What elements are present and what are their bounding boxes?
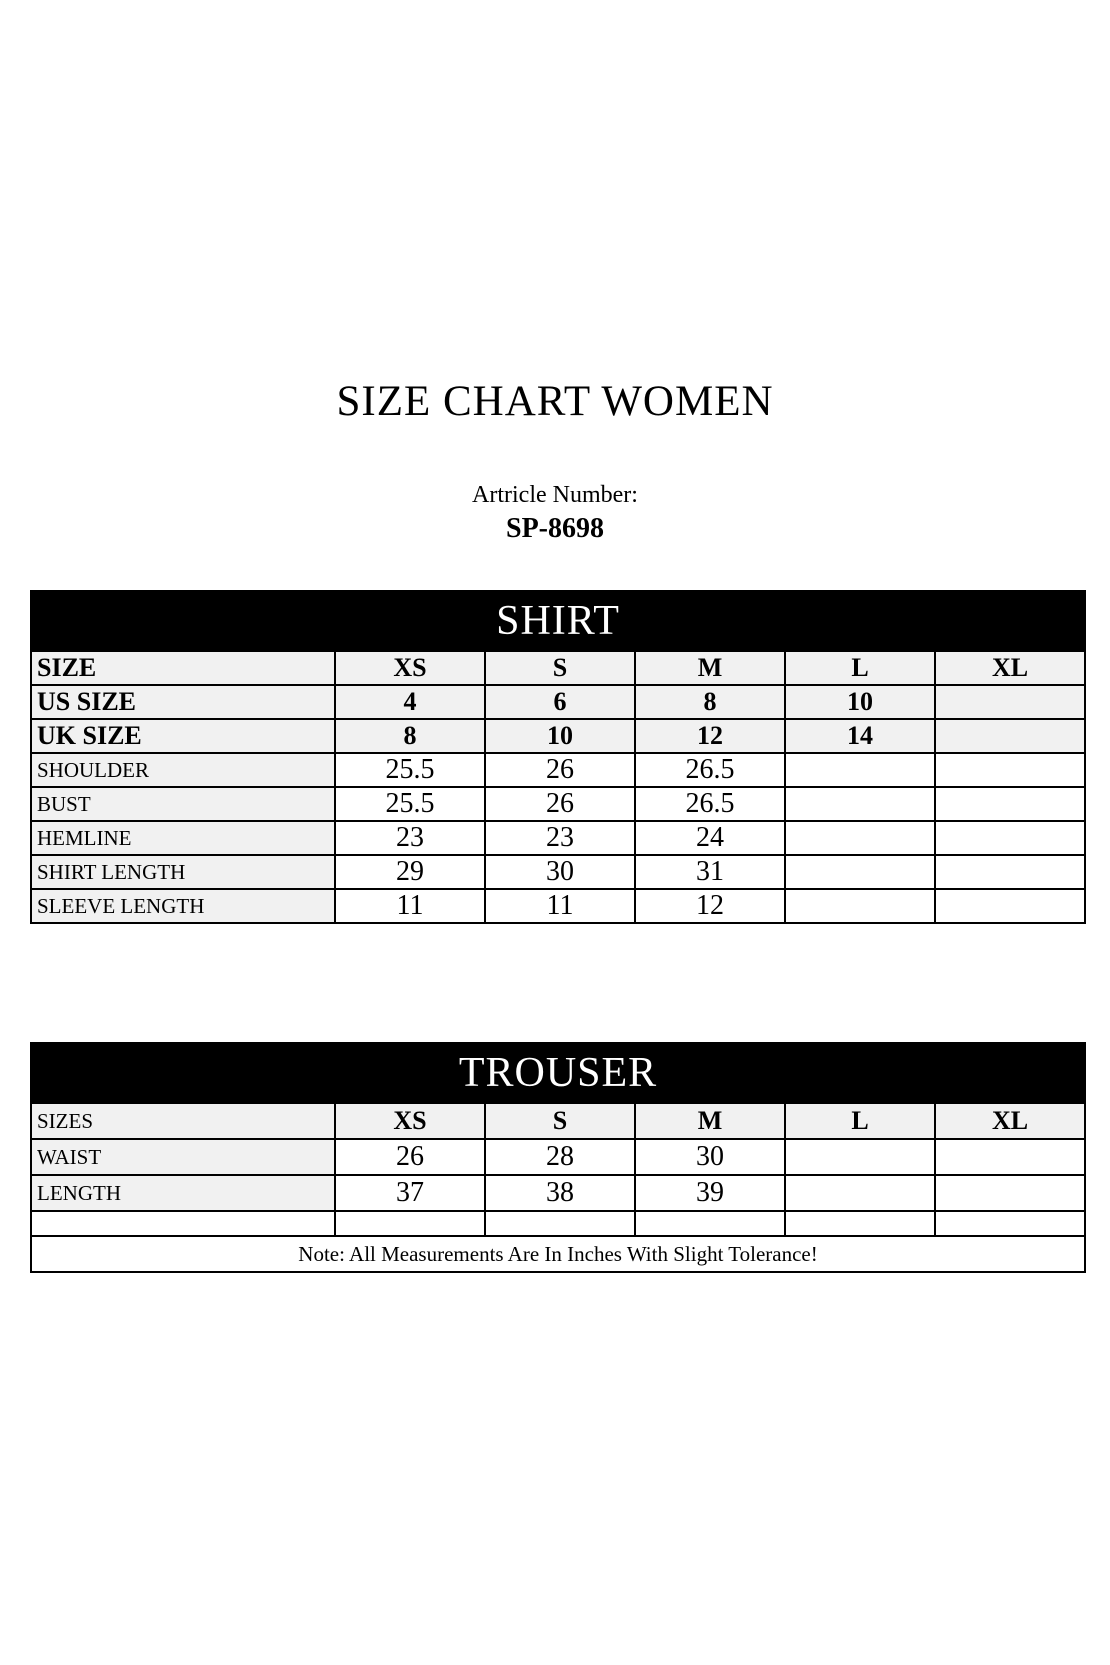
value-cell: 39 [635, 1175, 785, 1211]
value-cell [935, 787, 1085, 821]
size-col-xl: XL [935, 651, 1085, 685]
value-cell: 25.5 [335, 787, 485, 821]
trouser-waist-row [31, 1139, 1085, 1175]
shirt-header-row [31, 591, 1085, 651]
size-col-s: S [485, 651, 635, 685]
size-col-s: S [485, 1103, 635, 1139]
value-cell: 26 [485, 753, 635, 787]
value-cell: 25.5 [335, 753, 485, 787]
value-cell [935, 1175, 1085, 1211]
note-row [31, 1236, 1085, 1272]
trouser-header-row [31, 1043, 1085, 1103]
value-cell: 12 [635, 889, 785, 923]
value-cell: 26.5 [635, 753, 785, 787]
empty-cell [31, 1211, 335, 1236]
value-cell [935, 685, 1085, 719]
row-label-us-size: US SIZE [31, 685, 335, 719]
value-cell: 14 [785, 719, 935, 753]
empty-cell [785, 1211, 935, 1236]
value-cell: 26 [335, 1139, 485, 1175]
shirt-hemline-row [31, 821, 1085, 855]
row-label-bust: BUST [31, 787, 335, 821]
value-cell [785, 753, 935, 787]
shirt-table-title: SHIRT [31, 591, 1085, 651]
value-cell: 37 [335, 1175, 485, 1211]
value-cell [785, 889, 935, 923]
trouser-length-row [31, 1175, 1085, 1211]
row-label-waist: WAIST [31, 1139, 335, 1175]
shirt-bust-row [31, 787, 1085, 821]
value-cell: 30 [485, 855, 635, 889]
value-cell [785, 787, 935, 821]
value-cell: 8 [335, 719, 485, 753]
value-cell [935, 719, 1085, 753]
value-cell: 6 [485, 685, 635, 719]
value-cell [935, 753, 1085, 787]
value-cell: 31 [635, 855, 785, 889]
size-col-xs: XS [335, 1103, 485, 1139]
value-cell: 10 [485, 719, 635, 753]
empty-cell [485, 1211, 635, 1236]
shirt-us-size-row [31, 685, 1085, 719]
value-cell: 4 [335, 685, 485, 719]
row-label-hemline: HEMLINE [31, 821, 335, 855]
value-cell [785, 821, 935, 855]
row-label-sizes: SIZES [31, 1103, 335, 1139]
row-label-shirt-length: SHIRT LENGTH [31, 855, 335, 889]
value-cell: 26 [485, 787, 635, 821]
value-cell: 28 [485, 1139, 635, 1175]
value-cell: 29 [335, 855, 485, 889]
value-cell: 38 [485, 1175, 635, 1211]
value-cell: 8 [635, 685, 785, 719]
value-cell: 23 [485, 821, 635, 855]
value-cell [935, 1139, 1085, 1175]
row-label-shoulder: SHOULDER [31, 753, 335, 787]
size-col-xl: XL [935, 1103, 1085, 1139]
value-cell [935, 889, 1085, 923]
measurements-note: Note: All Measurements Are In Inches With Slight Tolerance! [31, 1236, 1085, 1272]
trouser-size-table [30, 1042, 1086, 1273]
shirt-sleeve-length-row [31, 889, 1085, 923]
size-col-l: L [785, 651, 935, 685]
value-cell [785, 1139, 935, 1175]
value-cell [935, 821, 1085, 855]
value-cell: 11 [335, 889, 485, 923]
value-cell: 30 [635, 1139, 785, 1175]
shirt-uk-size-row [31, 719, 1085, 753]
value-cell [785, 1175, 935, 1211]
shirt-size-header-row [31, 651, 1085, 685]
row-label-uk-size: UK SIZE [31, 719, 335, 753]
article-number-label: Artricle Number: [472, 482, 638, 508]
trouser-size-header-row [31, 1103, 1085, 1139]
shirt-shoulder-row [31, 753, 1085, 787]
value-cell: 23 [335, 821, 485, 855]
shirt-size-table [30, 590, 1086, 924]
article-number-value: SP-8698 [506, 513, 604, 544]
value-cell: 11 [485, 889, 635, 923]
row-label-sleeve-length: SLEEVE LENGTH [31, 889, 335, 923]
value-cell: 10 [785, 685, 935, 719]
value-cell: 26.5 [635, 787, 785, 821]
trouser-table-title: TROUSER [31, 1043, 1085, 1103]
size-col-m: M [635, 651, 785, 685]
value-cell [785, 855, 935, 889]
empty-cell [335, 1211, 485, 1236]
size-col-l: L [785, 1103, 935, 1139]
size-col-m: M [635, 1103, 785, 1139]
row-label-length: LENGTH [31, 1175, 335, 1211]
size-col-xs: XS [335, 651, 485, 685]
value-cell: 12 [635, 719, 785, 753]
row-label-size: SIZE [31, 651, 335, 685]
empty-cell [935, 1211, 1085, 1236]
trouser-empty-row [31, 1211, 1085, 1236]
empty-cell [635, 1211, 785, 1236]
value-cell: 24 [635, 821, 785, 855]
page-title: SIZE CHART WOMEN [336, 378, 774, 425]
shirt-length-row [31, 855, 1085, 889]
value-cell [935, 855, 1085, 889]
